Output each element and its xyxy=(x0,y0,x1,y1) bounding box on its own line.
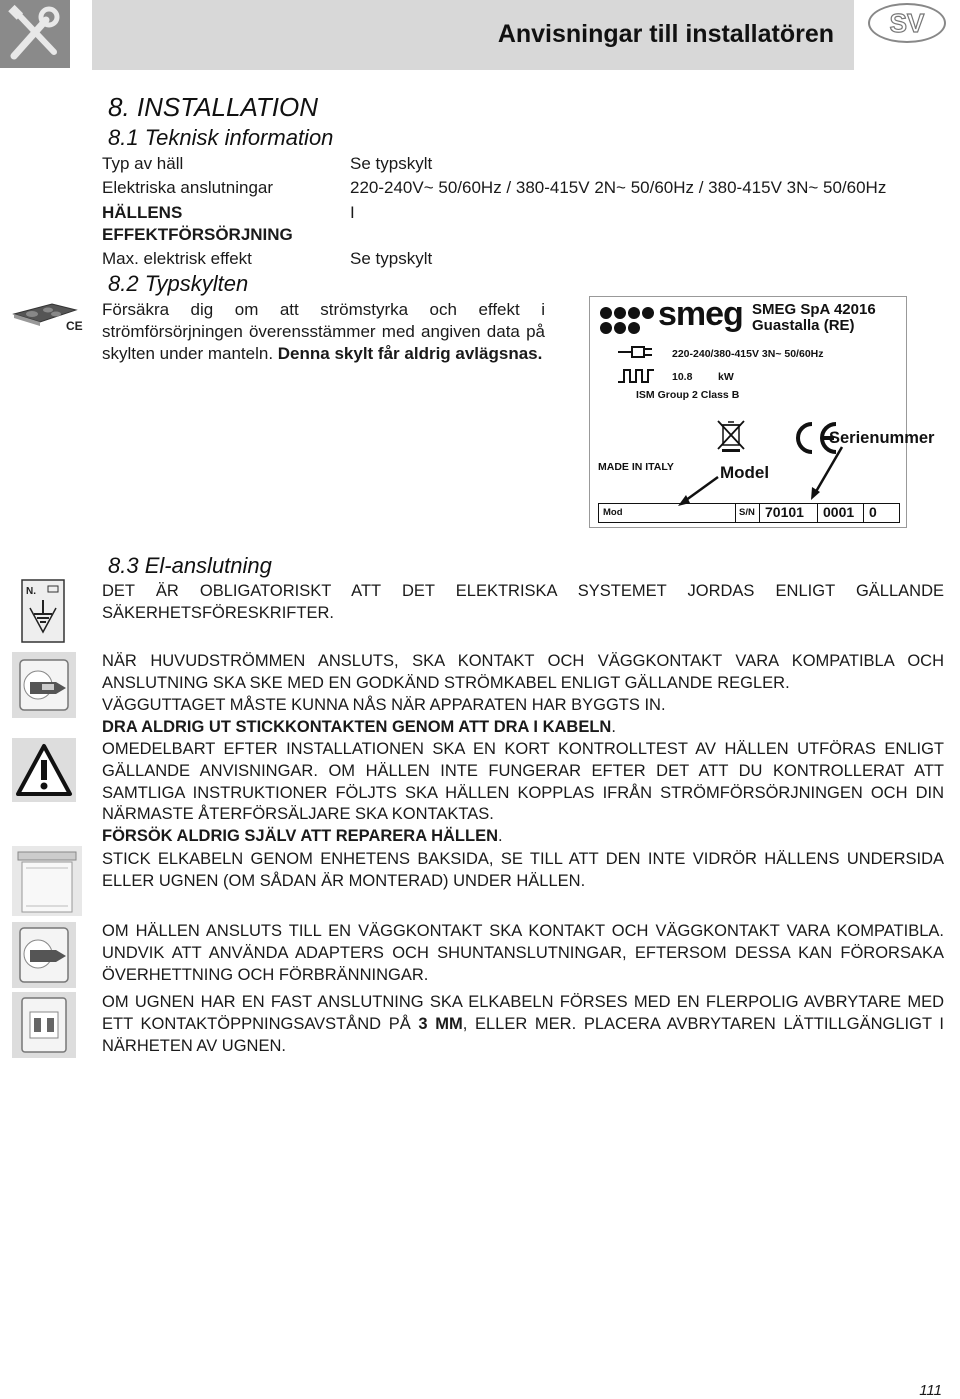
hob-ce-icon xyxy=(12,298,84,332)
plate-power-unit: kW xyxy=(718,371,734,383)
electrical-paragraph: VÄGGUTTAGET MÅSTE KUNNA NÅS NÄR APPARATEN HAR BYGGTS IN. xyxy=(102,696,666,714)
ground-terminal-icon xyxy=(12,578,74,644)
callout-serial-number: Serienummer xyxy=(829,429,935,447)
callout-model: Model xyxy=(720,463,770,482)
page-number: 111 xyxy=(919,1382,942,1399)
spec-label: Elektriska anslutningar xyxy=(102,178,274,197)
plate-bottom-row xyxy=(598,503,900,523)
wall-socket-plug-icon xyxy=(12,652,76,718)
electrical-paragraph: NÄR HUVUDSTRÖMMEN ANSLUTS, SKA KONTAKT OCH VÄGGKONTAKT VARA KOMPATIBLA OCH ANSLUTNING SKA SKE MED EN GODKÄND STRÖMKABEL ENLIGT GÄLLANDE REGLER. xyxy=(102,652,944,692)
plate-power: 10.8 xyxy=(672,371,693,383)
electrical-paragraph: DRA ALDRIG UT STICKKONTAKTEN GENOM ATT DRA I KABELN. xyxy=(102,718,616,736)
warning-triangle-icon xyxy=(12,738,76,802)
spec-label: HÄLLENS EFFEKTFÖRSÖRJNING xyxy=(102,203,293,244)
callout-arrows xyxy=(590,297,906,527)
section-title: 8. INSTALLATION xyxy=(108,92,318,122)
plate-brand: smeg xyxy=(658,295,743,333)
electrical-paragraph: OM UGNEN HAR EN FAST ANSLUTNING SKA ELKABELN FÖRSES MED EN FLERPOLIG AVBRYTARE MED ETT KONTAKTÖPPNINGSAVSTÅND PÅ 3 MM, ELLER MER. PLACERA AVBRYTAREN LÄTTILLGÄNGLIGT I NÄRHETEN AV UGNEN. xyxy=(102,993,945,1055)
spec-label: Typ av häll xyxy=(102,154,184,173)
typeplate-text: Försäkra dig om att strömstyrka och effekt i strömförsörjningen överensstämmer med angiven data på skylten under manteln. Denna skylt får aldrig avlägsnas. xyxy=(102,300,545,363)
plate-divider xyxy=(863,504,864,522)
plate-city: Guastalla (RE) xyxy=(752,317,855,334)
plate-serial-1: 70101 xyxy=(765,504,804,520)
tech-info-heading: 8.1 Teknisk information xyxy=(108,125,334,150)
electrical-paragraph: OM HÄLLEN ANSLUTS TILL EN VÄGGKONTAKT SKA KONTAKT OCH VÄGGKONTAKT VARA KOMPATIBLA. UNDVIK ATT ANVÄNDA ADAPTERS OCH SHUNTANSLUTNINGAR, EFTERSOM DESSA KAN FÖRORSAKA ÖVERHETTNING OCH FÖRBRÄNNINGAR. xyxy=(102,922,944,984)
spec-label: Max. elektrisk effekt xyxy=(102,249,252,268)
svg-text:CE: CE xyxy=(66,319,83,332)
typeplate-warning: Denna skylt får aldrig avlägsnas. xyxy=(277,343,543,363)
plate-sn-label: S/N xyxy=(739,507,755,518)
electrical-paragraph: OMEDELBART EFTER INSTALLATIONEN SKA EN KORT KONTROLLTEST AV HÄLLEN UTFÖRAS ENLIGT GÄLLANDE ANVISNINGAR. OM HÄLLEN INTE FUNGERAR EFTER DET ATT DU KONTROLLERAT ATT SAMTLIGA INSTRUKTIONER FÖLJTS SKA HÄLLEN KOPPLAS IFRÅN STRÖMFÖRSÖRJNINGEN OCH DIN NÄRMASTE ÅTERFÖRSÄLJARE SKA KONTAKTAS. xyxy=(102,740,944,824)
spec-value: Se typskylt xyxy=(350,249,433,268)
plate-ism: ISM Group 2 Class B xyxy=(636,389,740,401)
ground-box-label: N. xyxy=(26,586,36,597)
header-title: Anvisningar till installatören xyxy=(497,20,834,48)
electrical-paragraph: DET ÄR OBLIGATORISKT ATT DET ELEKTRISKA SYSTEMET JORDAS ENLIGT GÄLLANDE SÄKERHETSFÖRESKRIFTER. xyxy=(102,582,944,622)
spec-value: 220-240V~ 50/60Hz / 380-415V 2N~ 50/60Hz / 380-415V 3N~ 50/60Hz xyxy=(350,178,887,197)
plate-made-in: MADE IN ITALY xyxy=(598,461,674,473)
hob-cabinet-icon xyxy=(12,846,82,916)
tools-icon xyxy=(0,0,70,68)
plate-mod-label: Mod xyxy=(603,507,623,518)
plate-voltage: 220-240/380-415V 3N~ 50/60Hz xyxy=(672,348,824,360)
plate-divider xyxy=(759,504,760,522)
electrical-paragraph: FÖRSÖK ALDRIG SJÄLV ATT REPARERA HÄLLEN. xyxy=(102,827,503,845)
type-plate xyxy=(589,295,935,528)
circuit-breaker-icon xyxy=(12,992,76,1058)
plate-divider xyxy=(735,504,736,522)
plate-company: SMEG SpA 42016 xyxy=(752,301,876,318)
wall-socket-plug-icon-2 xyxy=(12,922,76,988)
language-badge: SV xyxy=(868,3,946,43)
spec-value: I xyxy=(350,203,355,222)
spec-value: Se typskylt xyxy=(350,154,433,173)
plate-divider xyxy=(817,504,818,522)
electrical-heading: 8.3 El-anslutning xyxy=(108,553,272,578)
typeplate-heading: 8.2 Typskylten xyxy=(108,271,249,296)
header-bar xyxy=(92,0,854,70)
electrical-paragraph: STICK ELKABELN GENOM ENHETENS BAKSIDA, SE TILL ATT DEN INTE VIDRÖR HÄLLENS UNDERSIDA ELLER UGNEN (OM SÅDAN ÄR MONTERAD) UNDER HÄLLEN. xyxy=(102,850,944,890)
plate-serial-3: 0 xyxy=(869,504,877,520)
plate-serial-2: 0001 xyxy=(823,504,855,520)
